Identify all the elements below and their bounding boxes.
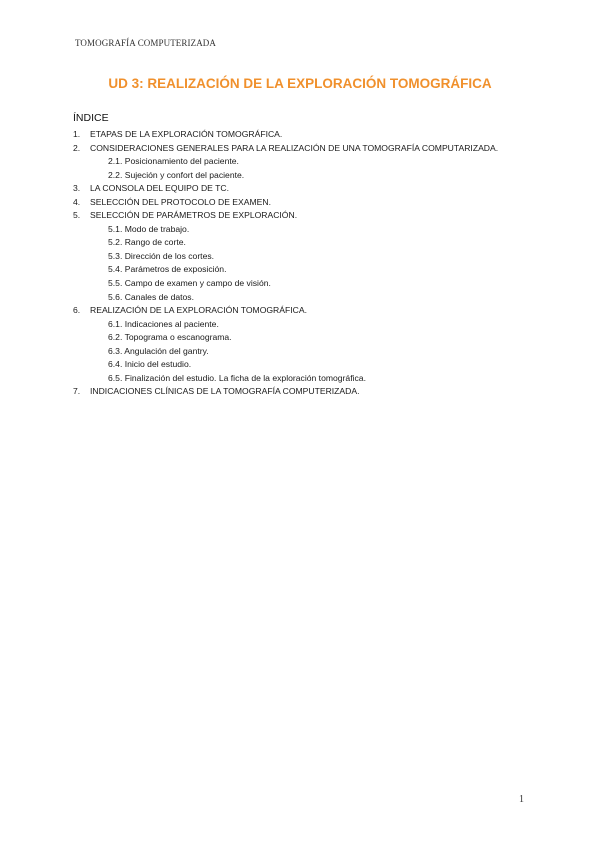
toc-subsection xyxy=(73,263,543,277)
toc-subsection xyxy=(73,331,543,345)
toc-text: 5.6. Canales de datos. xyxy=(108,291,194,302)
toc-subsection xyxy=(73,372,543,386)
toc-text: SELECCIÓN DEL PROTOCOLO DE EXAMEN. xyxy=(90,196,271,207)
toc-text: 6.4. Inicio del estudio. xyxy=(108,359,192,370)
toc-text: 5.4. Parámetros de exposición. xyxy=(108,264,227,275)
toc-section xyxy=(73,128,543,142)
toc-text: 2.2. Sujeción y confort del paciente. xyxy=(108,169,245,180)
toc-number: 2. xyxy=(73,142,81,153)
toc-subsection xyxy=(73,250,543,264)
toc-subsection xyxy=(73,223,543,237)
index-heading: ÍNDICE xyxy=(73,112,109,124)
toc-text: 5.2. Rango de corte. xyxy=(108,237,186,248)
toc-section xyxy=(73,304,543,318)
toc-text: 6.1. Indicaciones al paciente. xyxy=(108,318,219,329)
toc-subsection xyxy=(73,345,543,359)
toc-number: 3. xyxy=(73,183,81,194)
toc-subsection xyxy=(73,277,543,291)
toc-subsection xyxy=(73,358,543,372)
toc-text: CONSIDERACIONES GENERALES PARA LA REALIZACIÓN DE UNA TOMOGRAFÍA COMPUTARIZADA. xyxy=(90,142,499,153)
toc-text: SELECCIÓN DE PARÁMETROS DE EXPLORACIÓN. xyxy=(90,210,298,221)
toc-section xyxy=(73,182,543,196)
running-header: TOMOGRAFÍA COMPUTERIZADA xyxy=(75,38,216,48)
toc-subsection xyxy=(73,169,543,183)
toc-text: 5.5. Campo de examen y campo de visión. xyxy=(108,278,271,289)
table-of-contents xyxy=(73,128,543,399)
toc-text: 2.1. Posicionamiento del paciente. xyxy=(108,156,239,167)
toc-number: 1. xyxy=(73,129,81,139)
toc-text: 5.3. Dirección de los cortes. xyxy=(108,250,215,261)
toc-text: 5.1. Modo de trabajo. xyxy=(108,223,190,234)
toc-section xyxy=(73,209,543,223)
toc-text: LA CONSOLA DEL EQUIPO DE TC. xyxy=(90,183,229,194)
toc-section xyxy=(73,142,543,156)
toc-text: REALIZACIÓN DE LA EXPLORACIÓN TOMOGRÁFICA. xyxy=(90,305,307,316)
toc-text: 6.5. Finalización del estudio. La ficha de la exploración tomográfica. xyxy=(108,372,366,383)
document-title: UD 3: REALIZACIÓN DE LA EXPLORACIÓN TOMOGRÁFICA xyxy=(108,76,492,91)
toc-number: 6. xyxy=(73,305,81,316)
toc-number: 7. xyxy=(73,386,81,397)
toc-subsection xyxy=(73,318,543,332)
toc-subsection xyxy=(73,155,543,169)
toc-subsection xyxy=(73,291,543,305)
toc-text: 6.2. Topograma o escanograma. xyxy=(108,332,232,343)
toc-text: 6.3. Angulación del gantry. xyxy=(108,345,209,356)
toc-subsection xyxy=(73,236,543,250)
toc-section xyxy=(73,385,543,399)
toc-section xyxy=(73,196,543,210)
toc-number: 5. xyxy=(73,210,81,221)
toc-text: ETAPAS DE LA EXPLORACIÓN TOMOGRÁFICA. xyxy=(90,129,283,139)
toc-number: 4. xyxy=(73,196,81,207)
page-number: 1 xyxy=(519,794,524,805)
toc-text: INDICACIONES CLÍNICAS DE LA TOMOGRAFÍA COMPUTERIZADA. xyxy=(90,386,360,397)
